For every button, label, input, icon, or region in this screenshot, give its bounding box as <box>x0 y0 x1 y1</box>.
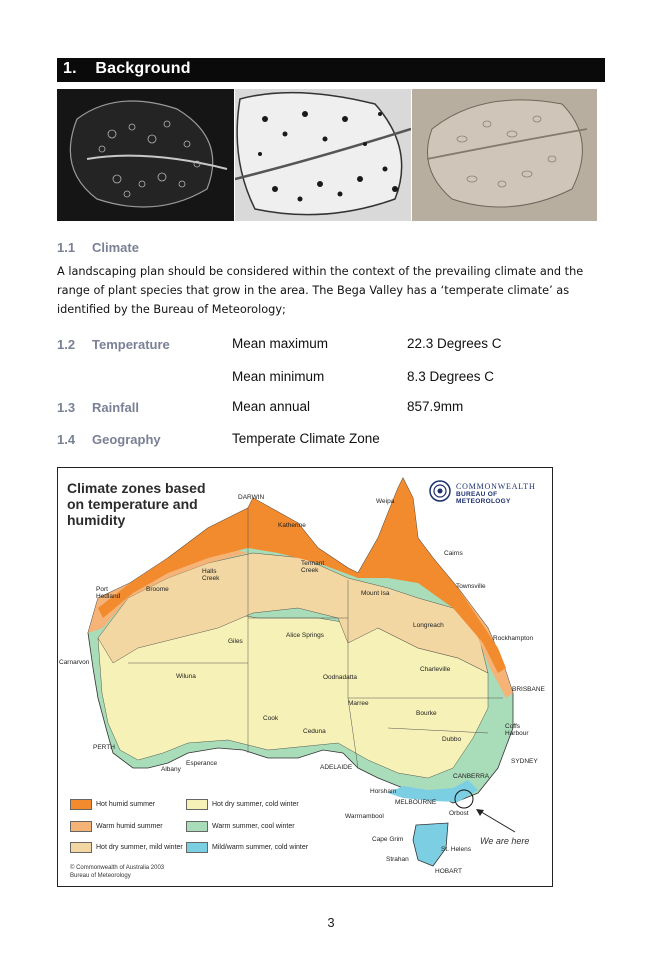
temp-max-value: 22.3 Degrees C <box>407 336 502 351</box>
leaf-photo-sepia <box>412 89 597 221</box>
leaf-photo-dark <box>57 89 234 221</box>
section-number-geography: 1.4 <box>57 432 76 447</box>
section-title-rainfall: Rainfall <box>92 400 139 415</box>
rain-value: 857.9mm <box>407 399 464 414</box>
place-charleville: Charleville <box>420 666 451 673</box>
map-copyright <box>70 864 164 880</box>
place-weipa: Weipa <box>376 498 395 505</box>
page-number: 3 <box>327 915 335 930</box>
place-alice-springs: Alice Springs <box>286 632 324 639</box>
legend-label: Mild/warm summer, cold winter <box>212 844 309 851</box>
bom-logo-line2: BUREAU OF METEOROLOGY <box>456 491 511 505</box>
place-longreach: Longreach <box>413 622 444 629</box>
place-ceduna: Ceduna <box>303 728 326 735</box>
place-oodnadatta: Oodnadatta <box>323 674 357 681</box>
place-st-helens: St. Helens <box>441 846 471 853</box>
section-title-climate: Climate <box>92 240 139 255</box>
section-title-temperature: Temperature <box>92 337 170 352</box>
copyright-line1: © Commonwealth of Australia 2003 <box>70 865 165 871</box>
legend-mild-warm-summer-cold-winter <box>186 842 308 853</box>
place-horsham: Horsham <box>370 788 397 795</box>
rain-label: Mean annual <box>232 399 311 414</box>
we-are-here-arrow <box>470 805 520 835</box>
heading-title: Background <box>95 60 191 77</box>
place-albany: Albany <box>161 766 181 773</box>
place-broome: Broome <box>146 586 169 593</box>
temp-max-label: Mean maximum <box>232 336 329 351</box>
heading-number: 1. <box>63 60 77 77</box>
temp-min-value: 8.3 Degrees C <box>407 369 495 384</box>
place-townsville: Townsville <box>456 583 486 590</box>
place-bourke: Bourke <box>416 710 437 717</box>
place-cook: Cook <box>263 715 279 722</box>
temp-min-label: Mean minimum <box>232 369 325 384</box>
section-title-geography: Geography <box>92 432 161 447</box>
place-marree: Marree <box>348 700 369 707</box>
place-halls-creek: Halls Creek <box>202 568 220 582</box>
leaf-photo-light <box>235 89 411 221</box>
legend-swatch <box>70 799 92 810</box>
place-katherine: Katherine <box>278 522 306 529</box>
place-dubbo: Dubbo <box>442 736 462 743</box>
place-esperance: Esperance <box>186 760 218 767</box>
place-coffs-harbour: Coffs Harbour <box>505 723 529 737</box>
section-number-temperature: 1.2 <box>57 337 76 352</box>
place-rockhampton: Rockhampton <box>493 635 534 642</box>
map-title: Climate zones based on temperature and humidity <box>67 480 206 528</box>
place-orbost: Orbost <box>449 810 469 817</box>
place-carnarvon: Carnarvon <box>59 659 90 666</box>
place-canberra: CANBERRA <box>453 773 490 780</box>
legend-swatch <box>186 799 208 810</box>
place-perth: PERTH <box>93 744 115 751</box>
place-melbourne: MELBOURNE <box>395 799 437 806</box>
place-hobart: HOBART <box>435 868 462 875</box>
legend-warm-humid-summer <box>70 821 163 832</box>
legend-label: Hot dry summer, cold winter <box>212 801 299 808</box>
legend-label: Warm humid summer <box>96 823 163 830</box>
bom-logo-line1: COMMONWEALTH <box>456 482 536 491</box>
place-cairns: Cairns <box>444 550 463 557</box>
section-heading-bar <box>57 58 605 82</box>
legend-swatch <box>70 821 92 832</box>
legend-swatch <box>186 842 208 853</box>
place-strahan: Strahan <box>386 856 409 863</box>
place-brisbane: BRISBANE <box>512 686 545 693</box>
legend-warm-summer-cool-winter <box>186 821 295 832</box>
climate-paragraph: A landscaping plan should be considered within the context of the prevailing climate and the range of plant species that grow in the area. The Bega Valley has a ‘temperate climate’ as identified by the Bureau of Meteorology; <box>57 265 584 316</box>
legend-hot-dry-cold-winter <box>186 799 299 810</box>
legend-label: Hot humid summer <box>96 801 156 808</box>
place-adelaide: ADELAIDE <box>320 764 353 771</box>
legend-label: Hot dry summer, mild winter <box>96 844 183 851</box>
legend-swatch <box>70 842 92 853</box>
place-port-hedland: Port Hedland <box>96 586 121 600</box>
place-cape-grim: Cape Grim <box>372 836 404 843</box>
place-darwin: DARWIN <box>238 494 265 501</box>
place-tennant-creek: Tennant Creek <box>301 560 325 574</box>
section-number-climate: 1.1 <box>57 240 76 255</box>
we-are-here-label: We are here <box>480 836 530 846</box>
place-mount-isa: Mount Isa <box>361 590 390 597</box>
legend-hot-humid-summer <box>70 799 155 810</box>
legend-hot-dry-mild-winter <box>70 842 183 853</box>
tasmania <box>413 823 448 866</box>
geography-value: Temperate Climate Zone <box>232 431 380 446</box>
place-warrnambool: Warrnambool <box>345 813 384 820</box>
heading-text <box>63 60 191 78</box>
section-number-rainfall: 1.3 <box>57 400 76 415</box>
place-giles: Giles <box>228 638 243 645</box>
copyright-line2: Bureau of Meteorology <box>70 873 131 879</box>
place-wiluna: Wiluna <box>176 673 196 680</box>
legend-label: Warm summer, cool winter <box>212 823 295 830</box>
place-sydney: SYDNEY <box>511 758 538 765</box>
legend-swatch <box>186 821 208 832</box>
